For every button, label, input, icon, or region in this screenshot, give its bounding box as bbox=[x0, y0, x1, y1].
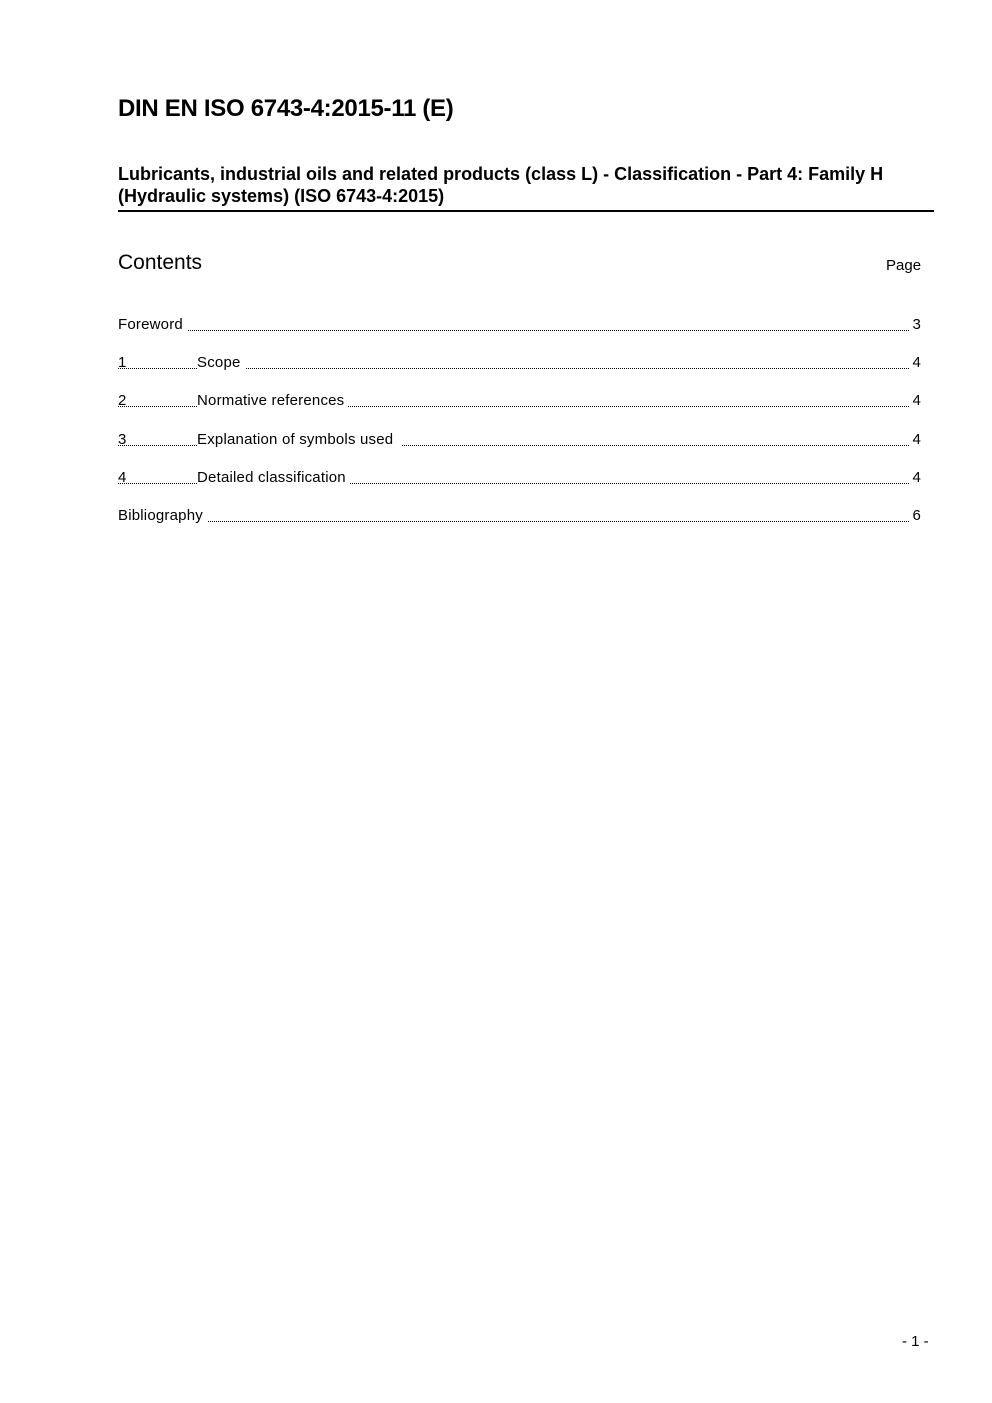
document-title: DIN EN ISO 6743-4:2015-11 (E) bbox=[118, 95, 454, 122]
toc-entry-normative-references[interactable] bbox=[118, 392, 921, 412]
title-divider bbox=[118, 210, 934, 212]
toc-entry-label: Detailed classification bbox=[197, 469, 350, 486]
toc-entry-page: 6 bbox=[912, 507, 921, 524]
toc-entry-label: Scope bbox=[197, 354, 245, 371]
toc-entry-label: Foreword bbox=[118, 316, 187, 333]
toc-entry-label: Explanation of symbols used bbox=[197, 431, 402, 448]
toc-entry-number: 3 bbox=[118, 431, 127, 448]
contents-heading: Contents bbox=[118, 251, 203, 274]
toc-entry-label: Normative references bbox=[197, 392, 348, 409]
toc-entry-page: 4 bbox=[912, 354, 921, 371]
toc-entry-scope[interactable] bbox=[118, 354, 921, 374]
toc-entry-page: 4 bbox=[912, 469, 921, 486]
toc-entry-number: 2 bbox=[118, 392, 127, 409]
toc-leader-dots bbox=[118, 521, 909, 522]
toc-entry-page: 4 bbox=[912, 392, 921, 409]
toc-entry-page: 4 bbox=[912, 431, 921, 448]
footer-page-number: - 1 - bbox=[902, 1333, 929, 1350]
toc-entry-bibliography[interactable] bbox=[118, 507, 921, 527]
toc-entry-number: 1 bbox=[118, 354, 127, 371]
page-column-label: Page bbox=[886, 257, 922, 274]
toc-entry-foreword[interactable] bbox=[118, 316, 921, 336]
toc-entry-page: 3 bbox=[912, 316, 921, 333]
toc-entry-detailed-classification[interactable] bbox=[118, 469, 921, 489]
toc-entry-label: Bibliography bbox=[118, 507, 207, 524]
toc-entry-number: 4 bbox=[118, 469, 127, 486]
toc-leader-dots bbox=[118, 330, 909, 331]
toc-entry-explanation-of-symbols[interactable] bbox=[118, 431, 921, 451]
document-subtitle: Lubricants, industrial oils and related products (class L) - Classification - Part 4: Family H (Hydraulic systems) (ISO 6743-4:2015) bbox=[118, 164, 884, 206]
